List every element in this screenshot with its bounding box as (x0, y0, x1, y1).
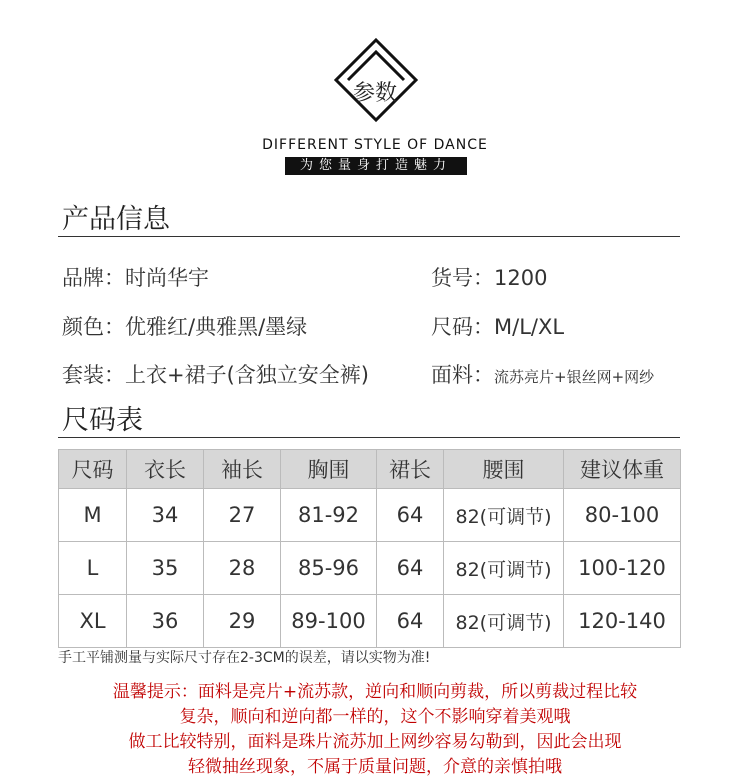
table-cell: 120-140 (564, 595, 681, 648)
size-chart-title: 尺码表 (62, 405, 143, 436)
header-cell: 裙长 (377, 450, 444, 489)
divider (58, 236, 680, 237)
product-info-title: 产品信息 (62, 204, 170, 235)
measurement-note: 手工平铺测量与实际尺寸存在2-3CM的误差，请以实物为准! (58, 650, 431, 666)
header-logo (0, 0, 750, 185)
table-header-row (59, 450, 681, 489)
table-cell: 35 (127, 542, 204, 595)
divider (58, 437, 680, 438)
tagline-chinese: 为您量身打造魅力 (285, 157, 467, 175)
table-row (59, 595, 681, 648)
table-cell: 64 (377, 542, 444, 595)
set-text: 套装：上衣+裙子(含独立安全裤) (62, 363, 369, 387)
warning-line: 复杂，顺向和逆向都一样的，这个不影响穿着美观哦 (179, 707, 571, 727)
table-cell: 81-92 (281, 489, 377, 542)
table-row (59, 542, 681, 595)
table-cell: 64 (377, 489, 444, 542)
table-cell: 82(可调节) (444, 542, 564, 595)
table-cell: 29 (204, 595, 281, 648)
tagline-english: DIFFERENT STYLE OF DANCE (262, 137, 488, 153)
item-number-text: 货号：1200 (431, 266, 548, 290)
logo-title: 参数 (352, 81, 397, 106)
table-cell: 89-100 (281, 595, 377, 648)
fabric-text (431, 359, 654, 389)
fabric-value: 流苏亮片+银丝网+网纱 (494, 368, 655, 386)
size-text: 尺码：M/L/XL (431, 315, 565, 339)
brand-text: 品牌：时尚华宇 (62, 266, 209, 290)
color-text: 颜色：优雅红/典雅黑/墨绿 (62, 315, 308, 339)
header-cell: 胸围 (281, 450, 377, 489)
table-cell: 27 (204, 489, 281, 542)
table-cell: M (59, 489, 127, 542)
table-cell: L (59, 542, 127, 595)
fabric-label: 面料： (431, 363, 494, 387)
table-cell: 36 (127, 595, 204, 648)
header-cell: 衣长 (127, 450, 204, 489)
header-cell: 袖长 (204, 450, 281, 489)
table-cell: XL (59, 595, 127, 648)
table-cell: 34 (127, 489, 204, 542)
header-cell: 尺码 (59, 450, 127, 489)
table-cell: 100-120 (564, 542, 681, 595)
table-cell: 85-96 (281, 542, 377, 595)
table-row (59, 489, 681, 542)
size-table (58, 449, 681, 648)
header-cell: 建议体重 (564, 450, 681, 489)
table-cell: 82(可调节) (444, 595, 564, 648)
table-cell: 64 (377, 595, 444, 648)
warning-line: 轻微抽丝现象，不属于质量问题，介意的亲慎拍哦 (188, 757, 562, 777)
table-cell: 82(可调节) (444, 489, 564, 542)
warning-line: 做工比较特别，面料是珠片流苏加上网纱容易勾勒到，因此会出现 (128, 732, 622, 752)
table-cell: 28 (204, 542, 281, 595)
table-cell: 80-100 (564, 489, 681, 542)
warning-line: 温馨提示：面料是亮片+流苏款，逆向和顺向剪裁，所以剪裁过程比较 (112, 682, 638, 702)
header-cell: 腰围 (444, 450, 564, 489)
